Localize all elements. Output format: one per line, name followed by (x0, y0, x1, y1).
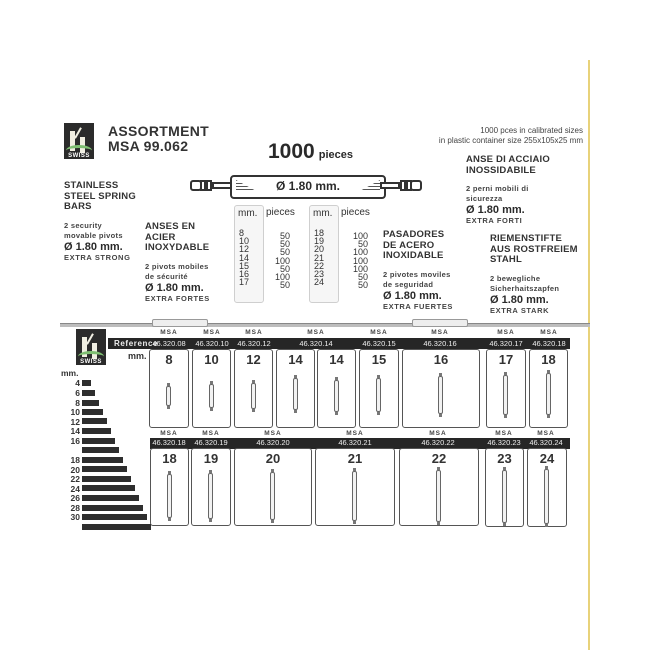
ref-number: 46.320.08 (152, 339, 186, 348)
compartment-19mm[interactable] (191, 448, 231, 526)
size-mm: 17 (239, 277, 250, 288)
size-pieces: 100 (352, 247, 368, 258)
sub-line: 2 pivots mobiles (145, 261, 209, 271)
size-table-pieces-header: pieces (266, 207, 295, 218)
gauge-label: 26 (70, 493, 80, 503)
size-table-left-mm (239, 229, 249, 286)
gauge-label: 24 (70, 484, 80, 494)
gauge-label: 14 (70, 426, 80, 436)
hinge-tab-left (152, 319, 208, 327)
spring-bar-icon (503, 375, 508, 415)
gauge-label: 6 (75, 388, 80, 398)
msa-label: MSA (160, 329, 178, 336)
size-pieces: 50 (357, 272, 368, 283)
compartment-size: 23 (497, 451, 512, 466)
size-mm: 15 (239, 260, 250, 271)
sub-line: 2 security (64, 220, 103, 230)
gauge-bar (82, 380, 91, 386)
compartment-10mm[interactable] (192, 349, 231, 428)
gauge-label: 16 (70, 436, 80, 446)
sub-line: sicurezza (466, 194, 503, 203)
msa-label: MSA (245, 329, 263, 336)
size-pieces: 50 (279, 239, 290, 250)
pin-diameter-label: Ø 1.80 mm. (275, 179, 341, 193)
size-pieces: 50 (279, 231, 290, 241)
size-mm: 24 (314, 277, 325, 288)
lang-es-extra: EXTRA FUERTES (383, 301, 454, 311)
size-mm: 10 (239, 236, 250, 247)
size-mm: 19 (314, 236, 325, 247)
ref-number: 46.320.22 (421, 438, 455, 447)
size-mm: 14 (239, 252, 250, 263)
lang-it-heading (466, 155, 576, 176)
ref-number: 46.320.15 (362, 339, 396, 348)
spring-bar-icon (209, 384, 214, 408)
compartment-size: 15 (371, 352, 387, 367)
size-mm: 18 (314, 228, 325, 238)
compartment-size: 17 (498, 352, 514, 367)
size-pieces: 50 (279, 280, 290, 291)
msa-label: MSA (429, 430, 447, 437)
spring-bar-icon (167, 474, 172, 518)
piece-count-value: 1000 (268, 140, 315, 163)
size-pieces: 50 (357, 280, 368, 291)
gauge-bar (82, 466, 127, 472)
lang-en-sub (64, 221, 154, 241)
heading-line: ANSES EN (145, 221, 196, 232)
product-title (108, 124, 209, 154)
tray-brand-logo (76, 329, 106, 365)
ref-number: 46.320.19 (194, 438, 228, 447)
pin-tip-right (382, 180, 422, 191)
gauge-bar (82, 418, 107, 424)
size-mm: 21 (314, 252, 325, 263)
heading-line: INOXYDABLE (145, 242, 210, 253)
gauge-bar (82, 400, 99, 406)
compartment-15mm[interactable] (359, 349, 399, 428)
gauge-label: 8 (75, 398, 80, 408)
lang-block-it (466, 155, 576, 226)
compartment-14mm-b[interactable] (317, 349, 356, 428)
gauge-label: 18 (70, 455, 80, 465)
pin-tip-left (190, 180, 230, 191)
sub-line: de sécurité (145, 271, 188, 281)
gauge-bar (82, 505, 143, 511)
size-table-mm-header: mm. (313, 208, 333, 219)
lang-de-diameter: Ø 1.80 mm. (490, 293, 549, 306)
msa-label: MSA (497, 329, 515, 336)
msa-label: MSA (431, 329, 449, 336)
lang-fr-sub (145, 262, 235, 282)
gauge-bar (82, 524, 151, 530)
lang-block-de (490, 234, 590, 316)
spring-bar-illustration (190, 175, 422, 197)
lang-fr-heading (145, 222, 235, 254)
compartment-size: 18 (541, 352, 556, 367)
gauge-label: 10 (70, 407, 80, 417)
sub-line: movable pivots (64, 230, 123, 240)
heading-line: BARS (64, 201, 92, 212)
heading-line: AUS ROSTFREIEM (490, 243, 578, 255)
msa-label: MSA (264, 430, 282, 437)
heading-line: INOSSIDABILE (466, 164, 536, 176)
gauge-bar (82, 390, 95, 396)
pin-body (230, 175, 386, 199)
spring-bar-icon (438, 376, 443, 414)
container-note (420, 126, 583, 146)
lid-hinge-divider (60, 323, 590, 327)
compartment-18mm-bottom[interactable] (150, 448, 189, 526)
spring-bar-icon (166, 386, 171, 406)
lang-en-extra: EXTRA STRONG (64, 252, 131, 262)
heading-line: ACIER (145, 231, 176, 243)
lang-block-en (64, 181, 154, 263)
size-mm: 8 (239, 228, 245, 238)
sub-line: Sicherhaitszapfen (490, 283, 560, 293)
brand-badge-text: SWISS (68, 153, 90, 159)
container-note-line-2: in plastic container size 255x105x25 mm (438, 136, 583, 145)
lang-it-extra: EXTRA FORTI (466, 216, 523, 225)
msa-label: MSA (203, 329, 221, 336)
compartment-size: 21 (347, 451, 363, 466)
compartment-size: 16 (433, 352, 449, 367)
compartment-size: 24 (539, 451, 555, 466)
gauge-bar (82, 495, 139, 501)
ref-number: 46.320.12 (237, 339, 271, 348)
piece-count-unit: pieces (318, 149, 353, 161)
spring-bar-icon (436, 470, 441, 522)
compartment-16mm[interactable] (402, 349, 480, 428)
size-pieces: 100 (274, 255, 290, 266)
msa-label: MSA (495, 430, 513, 437)
card-edge (588, 60, 590, 650)
spring-bar-icon (546, 373, 551, 415)
lang-es-heading (383, 230, 483, 262)
ref-number: 46.320.16 (423, 339, 457, 348)
lang-it-sub (466, 184, 576, 204)
sub-line: 2 pivotes moviles (383, 269, 451, 279)
compartment-8mm[interactable] (149, 349, 189, 428)
spring-bar-icon (334, 380, 339, 412)
sub-line: 2 bewegliche (490, 273, 541, 283)
spring-bar-icon (270, 472, 275, 520)
lang-block-es (383, 230, 483, 312)
tray-mm-label: mm. (128, 351, 147, 361)
spring-bar-icon (293, 378, 298, 410)
lang-en-diameter: Ø 1.80 mm. (64, 240, 123, 253)
compartment-size: 14 (288, 352, 303, 367)
gauge-bar (82, 447, 119, 453)
lang-en-heading (64, 181, 154, 213)
compartment-20mm[interactable] (234, 448, 312, 526)
tray-brand-badge-text: SWISS (80, 359, 102, 365)
compartment-size: 14 (329, 352, 344, 367)
compartment-size: 19 (203, 451, 219, 466)
heading-line: DE ACERO (383, 239, 435, 251)
heading-line: PASADORES (383, 229, 445, 240)
heading-line: ANSE DI ACCIAIO (466, 154, 550, 165)
gauge-label: 28 (70, 503, 80, 513)
ref-number: 46.320.18 (532, 339, 566, 348)
gauge-bar (82, 438, 115, 444)
compartment-17mm[interactable] (486, 349, 526, 428)
msa-label: MSA (537, 430, 555, 437)
compartment-size: 18 (162, 451, 177, 466)
sub-line: de seguridad (383, 279, 434, 289)
reference-label: Reference (114, 339, 159, 348)
msa-label: MSA (160, 430, 178, 437)
compartment-size: 20 (265, 451, 281, 466)
ref-number: 46.320.24 (529, 438, 563, 447)
lang-fr-diameter: Ø 1.80 mm. (145, 281, 204, 294)
size-pieces: 100 (352, 231, 368, 241)
heading-line: INOXIDABLE (383, 250, 444, 261)
lang-fr-extra: EXTRA FORTES (145, 293, 210, 303)
heading-line: STAINLESS (64, 180, 119, 191)
heading-line: STAHL (490, 254, 522, 265)
compartment-size: 12 (246, 352, 261, 367)
compartment-24mm[interactable] (527, 448, 567, 527)
compartment-size: 10 (204, 352, 219, 367)
size-mm: 20 (314, 244, 325, 255)
compartment-size: 22 (431, 451, 447, 466)
gauge-unit: mm. (61, 368, 79, 378)
spring-bar-icon (376, 378, 381, 412)
size-table-left-pieces (264, 232, 290, 289)
msa-label: MSA (540, 329, 558, 336)
lang-es-sub (383, 270, 483, 290)
lang-de-sub (490, 274, 590, 294)
gauge-label: 20 (70, 465, 80, 475)
compartment-22mm[interactable] (399, 448, 479, 526)
ref-number: 46.320.10 (195, 339, 229, 348)
title-line-1: ASSORTMENT (108, 123, 209, 139)
size-table-right-pieces (342, 232, 368, 289)
size-mm: 16 (239, 269, 250, 280)
size-pieces: 50 (279, 263, 290, 274)
msa-label: MSA (346, 430, 364, 437)
size-mm: 12 (239, 244, 250, 255)
spring-bar-icon (251, 383, 256, 409)
ref-number: 46.320.18 (152, 438, 186, 447)
compartment-23mm[interactable] (485, 448, 524, 527)
lang-block-fr (145, 222, 235, 304)
lang-de-extra: EXTRA STARK (490, 305, 550, 315)
size-table-mm-header: mm. (238, 208, 258, 219)
piece-count (268, 140, 353, 164)
ref-number: 46.320.21 (338, 438, 372, 447)
hinge-tab-right (412, 319, 468, 327)
size-mm: 23 (314, 269, 325, 280)
container-note-line-1: 1000 pces in calibrated sizes (480, 126, 583, 135)
spring-bar-icon (502, 470, 507, 523)
lang-it-diameter: Ø 1.80 mm. (466, 204, 525, 216)
gauge-bar (82, 428, 111, 434)
spring-bar-icon (352, 471, 357, 521)
gauge-label: 30 (70, 512, 80, 522)
compartment-14mm-a[interactable] (276, 349, 315, 428)
compartment-size: 8 (165, 352, 173, 367)
size-pieces: 100 (352, 255, 368, 266)
sub-line: 2 perni mobili di (466, 184, 529, 193)
msa-label: MSA (370, 329, 388, 336)
compartment-12mm[interactable] (234, 349, 273, 428)
brand-logo (64, 123, 94, 159)
gauge-label: 4 (75, 378, 80, 388)
gauge-bar (82, 514, 147, 520)
gauge-bar (82, 457, 123, 463)
ref-number: 46.320.20 (256, 438, 290, 447)
size-pieces: 100 (352, 263, 368, 274)
heading-line: STEEL SPRING (64, 190, 136, 202)
gauge-label: 22 (70, 474, 80, 484)
ref-number: 46.320.14 (299, 339, 333, 348)
gauge-bar (82, 409, 103, 415)
msa-label: MSA (307, 329, 325, 336)
lang-es-diameter: Ø 1.80 mm. (383, 289, 442, 302)
spring-bar-icon (544, 469, 549, 524)
size-table-pieces-header: pieces (341, 207, 370, 218)
size-table-right-mm (314, 229, 324, 286)
gauge-bar (82, 485, 135, 491)
title-line-2: MSA 99.062 (108, 138, 189, 154)
size-pieces: 100 (274, 272, 290, 283)
msa-label: MSA (202, 430, 220, 437)
size-pieces: 50 (357, 239, 368, 250)
size-pieces: 50 (279, 247, 290, 258)
size-mm: 22 (314, 260, 325, 271)
gauge-label: 12 (70, 417, 80, 427)
gauge-bar (82, 476, 131, 482)
lang-de-heading (490, 234, 590, 266)
spring-bar-icon (208, 473, 213, 519)
heading-line: RIEMENSTIFTE (490, 233, 563, 244)
compartment-18mm-top[interactable] (529, 349, 568, 428)
ref-number: 46.320.23 (487, 438, 521, 447)
ref-number: 46.320.17 (489, 339, 523, 348)
compartment-21mm[interactable] (315, 448, 395, 526)
